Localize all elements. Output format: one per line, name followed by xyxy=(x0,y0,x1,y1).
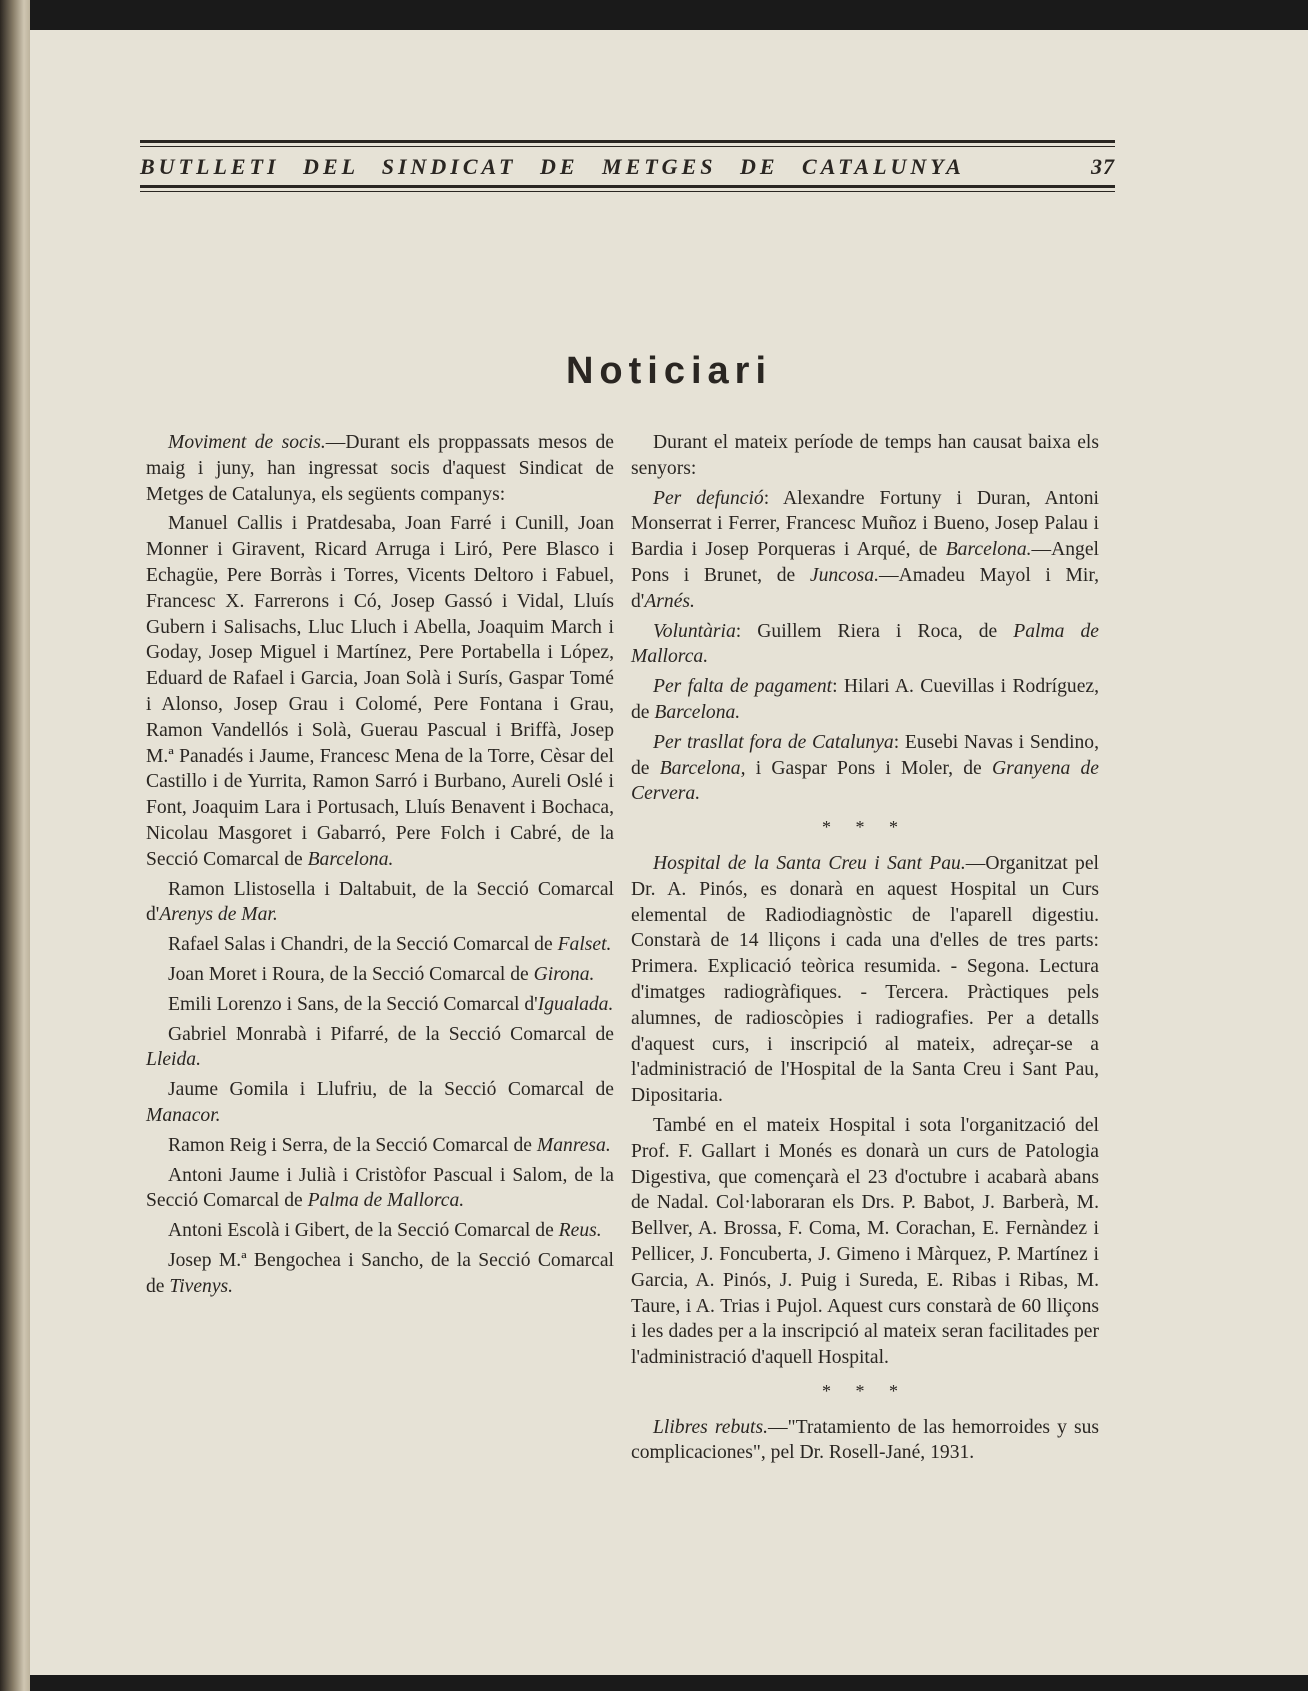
page-number: 37 xyxy=(1091,154,1115,179)
paragraph: Manuel Callis i Pratdesaba, Joan Farré i Cunill, Joan Monner i Giravent, Ricard Arruga i Liró, Pere Blasco i Echagüe, Pere Borràs i Torres, Vicents Deltoro i Fabuel, Francesc X. Farrerons i Có, Josep Gassó i Vidal, Lluís Gubern i Salisachs, Lluc Lluch i Abella, Joaquim March i Goday, Josep Miguel i Martínez, Pere Portabella i López, Eduard de Rafael i Garcia, Joan Solà i Surís, Gaspar Tomé i Alonso, Josep Grau i Colomé, Pere Fontana i Grau, Ramon Vandellós i Solà, Guerau Pascual i Briffà, Josep M.ª Panadés i Jaume, Francesc Mena de la Torre, Cèsar del Castillo i de Yurrita, Ramon Sarró i Burbano, Aureli Oslé i Font, Joaquim Lara i Portusach, Lluís Benavent i Bochaca, Nicolau Masgoret i Gabarró, Pere Folch i Cabré, de la Secció Comarcal de Barcelona. xyxy=(146,513,614,870)
document-page xyxy=(30,30,1308,1675)
paragraph: Per trasllat fora de Catalunya: Eusebi Navas i Sendino, de Barcelona, i Gaspar Pons i Moler, de Granyena de Cervera. xyxy=(631,731,1099,805)
header-rule xyxy=(140,146,1115,147)
paragraph: Hospital de la Santa Creu i Sant Pau.—Organitzat pel Dr. A. Pinós, es donarà en aquest Hospital un Curs elemental de Radiodiagnòstic de l'aparell digestiu. Constarà de 14 lliçons i cada una d'elles de tres parts: Primera. Explicació teòrica resumida. - Segona. Lectura d'imatges radiogràfiques. - Tercera. Pràctiques pels alumnes, de radioscòpies i radiografies. Per a detalls d'aquest curs, i inscripció al mateix, adreçar-se a l'administració de l'Hospital de la Santa Creu i Sant Pau, Dipositaria. xyxy=(631,852,1099,1107)
header-rule xyxy=(140,140,1115,143)
section-title: Noticiari xyxy=(565,350,773,392)
header-rule xyxy=(140,191,1115,192)
paragraph-lead: Moviment de socis. xyxy=(168,432,326,453)
list-item: Rafael Salas i Chandri, de la Secció Comarcal de Falset. xyxy=(168,934,612,956)
list-item: Joan Moret i Roura, de la Secció Comarcal de Girona. xyxy=(168,963,595,985)
paragraph: Moviment de socis.—Durant els proppassats mesos de maig i juny, han ingressat socis d'aquest Sindicat de Metges de Catalunya, els següents companys: xyxy=(146,432,614,505)
journal-title: BUTLLETI DEL SINDICAT DE METGES DE CATALUNYA xyxy=(140,154,965,179)
header-rule xyxy=(140,185,1115,188)
section-divider: * * * xyxy=(822,1380,908,1401)
paragraph: Per defunció: Alexandre Fortuny i Duran, Antoni Monserrat i Ferrer, Francesc Muñoz i Bueno, Josep Palau i Bardia i Josep Porqueras i Arqué, de Barcelona.—Angel Pons i Brunet, de Juncosa.—Amadeu Mayol i Mir, d'Arnés. xyxy=(631,487,1099,612)
list-item: Gabriel Monrabà i Pifarré, de la Secció Comarcal de Lleida. xyxy=(146,1023,614,1071)
paragraph: Durant el mateix període de temps han causat baixa els senyors: xyxy=(631,432,1099,479)
section-divider: * * * xyxy=(822,817,908,838)
paragraph: Llibres rebuts.—"Tratamiento de las hemorroides y sus complicaciones", pel Dr. Rosell-Jané, 1931. xyxy=(631,1416,1099,1464)
list-item: Josep M.ª Bengochea i Sancho, de la Secció Comarcal de Tivenys. xyxy=(146,1249,614,1297)
list-item: Antoni Jaume i Julià i Cristòfor Pascual i Salom, de la Secció Comarcal de Palma de Mallorca. xyxy=(146,1164,614,1212)
running-header xyxy=(140,140,1115,192)
list-item: Jaume Gomila i Llufriu, de la Secció Comarcal de Manacor. xyxy=(146,1079,614,1126)
paragraph: També en el mateix Hospital i sota l'organització del Prof. F. Gallart i Monés es donarà un curs de Patologia Digestiva, que començarà el 23 d'octubre i acabarà abans de Nadal. Col·laboraran els Drs. P. Babot, J. Barberà, M. Bellver, A. Brossa, F. Coma, M. Corachan, E. Fernàndez i Pellicer, J. Foncuberta, J. Gimeno i Màrquez, P. Martínez i Garcia, A. Pinós, J. Puig i Sureda, E. Ribas i Ribas, M. Taure, i A. Trias i Pujol. Aquest curs constarà de 60 lliçons i les dades per a la inscripció al mateix seran facilitades per l'administració d'aquell Hospital. xyxy=(631,1114,1099,1369)
book-spine xyxy=(0,0,30,1691)
right-column xyxy=(631,430,1099,1470)
list-item: Emili Lorenzo i Sans, de la Secció Comarcal d'Igualada. xyxy=(168,993,614,1015)
list-item: Ramon Reig i Serra, de la Secció Comarcal de Manresa. xyxy=(168,1134,611,1156)
paragraph: Per falta de pagament: Hilari A. Cuevillas i Rodríguez, de Barcelona. xyxy=(631,676,1099,723)
paragraph: Voluntària: Guillem Riera i Roca, de Palma de Mallorca. xyxy=(631,620,1099,668)
list-item: Ramon Llistosella i Daltabuit, de la Secció Comarcal d'Arenys de Mar. xyxy=(146,878,614,926)
left-column xyxy=(146,430,614,1304)
list-item: Antoni Escolà i Gibert, de la Secció Comarcal de Reus. xyxy=(168,1220,602,1242)
